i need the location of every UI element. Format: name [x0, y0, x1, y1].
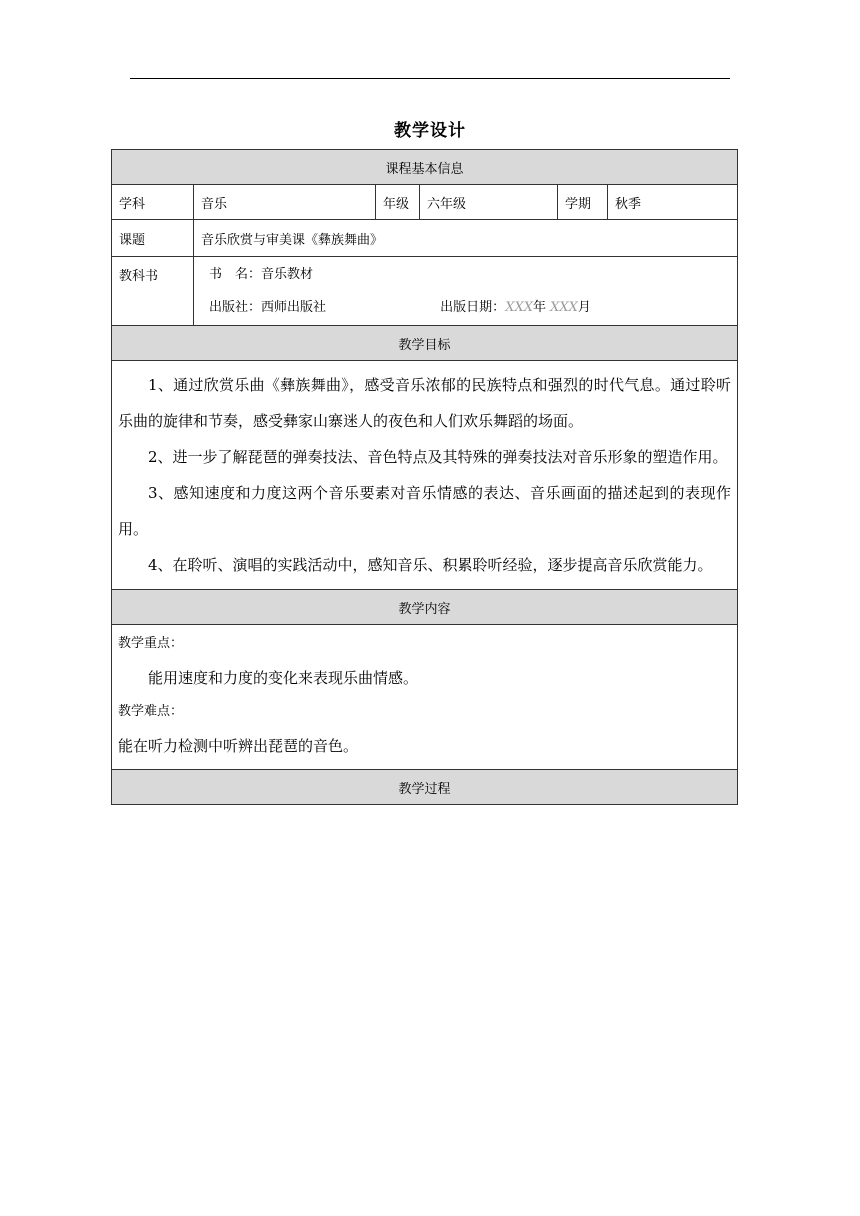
grade-value: 六年级 [420, 185, 558, 220]
term-value: 秋季 [608, 185, 738, 220]
pub-date [440, 291, 591, 324]
book-name-line [201, 258, 730, 291]
month-unit: 月 [577, 300, 591, 315]
difficulty-text: 能在听力检测中听辨出琵琶的音色。 [118, 737, 359, 755]
year-unit: 年 [532, 300, 546, 315]
pub-year-placeholder: XXX [505, 300, 533, 315]
section-process: 教学过程 [112, 770, 738, 805]
textbook-label: 教科书 [112, 257, 194, 326]
book-name-value: 音乐教材 [261, 267, 314, 282]
section-basic-info: 课程基本信息 [112, 150, 738, 185]
header-rule [130, 78, 730, 79]
pub-date-label: 出版日期： [440, 300, 506, 315]
section-goals: 教学目标 [112, 326, 738, 361]
topic-label: 课题 [112, 220, 194, 257]
document-title: 教学设计 [394, 121, 466, 141]
book-name-label: 书 名： [209, 267, 262, 282]
pub-month-placeholder: XXX [550, 300, 578, 315]
key-point-label: 教学重点： [118, 636, 184, 651]
topic-value: 音乐欣赏与审美课《彝族舞曲》 [194, 220, 738, 257]
publisher-value: 西师出版社 [261, 300, 327, 315]
publisher-label: 出版社： [209, 300, 262, 315]
goal-item-1: 1、通过欣赏乐曲《彝族舞曲》，感受音乐浓郁的民族特点和强烈的时代气息。通过聆听乐曲的旋律和节奏，感受彝家山寨迷人的夜色和人们欢乐舞蹈的场面。 [118, 376, 732, 430]
goal-item-3: 3、感知速度和力度这两个音乐要素对音乐情感的表达、音乐画面的描述起到的表现作用。 [118, 484, 732, 538]
key-point-text: 能用速度和力度的变化来表现乐曲情感。 [148, 669, 419, 687]
goal-item-4: 4、在聆听、演唱的实践活动中，感知音乐、积累聆听经验，逐步提高音乐欣赏能力。 [148, 556, 713, 574]
content-body [112, 625, 738, 770]
grade-label: 年级 [376, 185, 420, 220]
section-content: 教学内容 [112, 590, 738, 625]
goals-body [112, 361, 738, 590]
subject-value: 音乐 [194, 185, 376, 220]
subject-label: 学科 [112, 185, 194, 220]
goal-item-2: 2、进一步了解琵琶的弹奏技法、音色特点及其特殊的弹奏技法对音乐形象的塑造作用。 [148, 448, 728, 466]
difficulty-label: 教学难点： [118, 704, 184, 719]
publisher-line [201, 291, 730, 324]
textbook-info [194, 257, 738, 326]
term-label: 学期 [558, 185, 608, 220]
lesson-plan-table [111, 149, 738, 805]
